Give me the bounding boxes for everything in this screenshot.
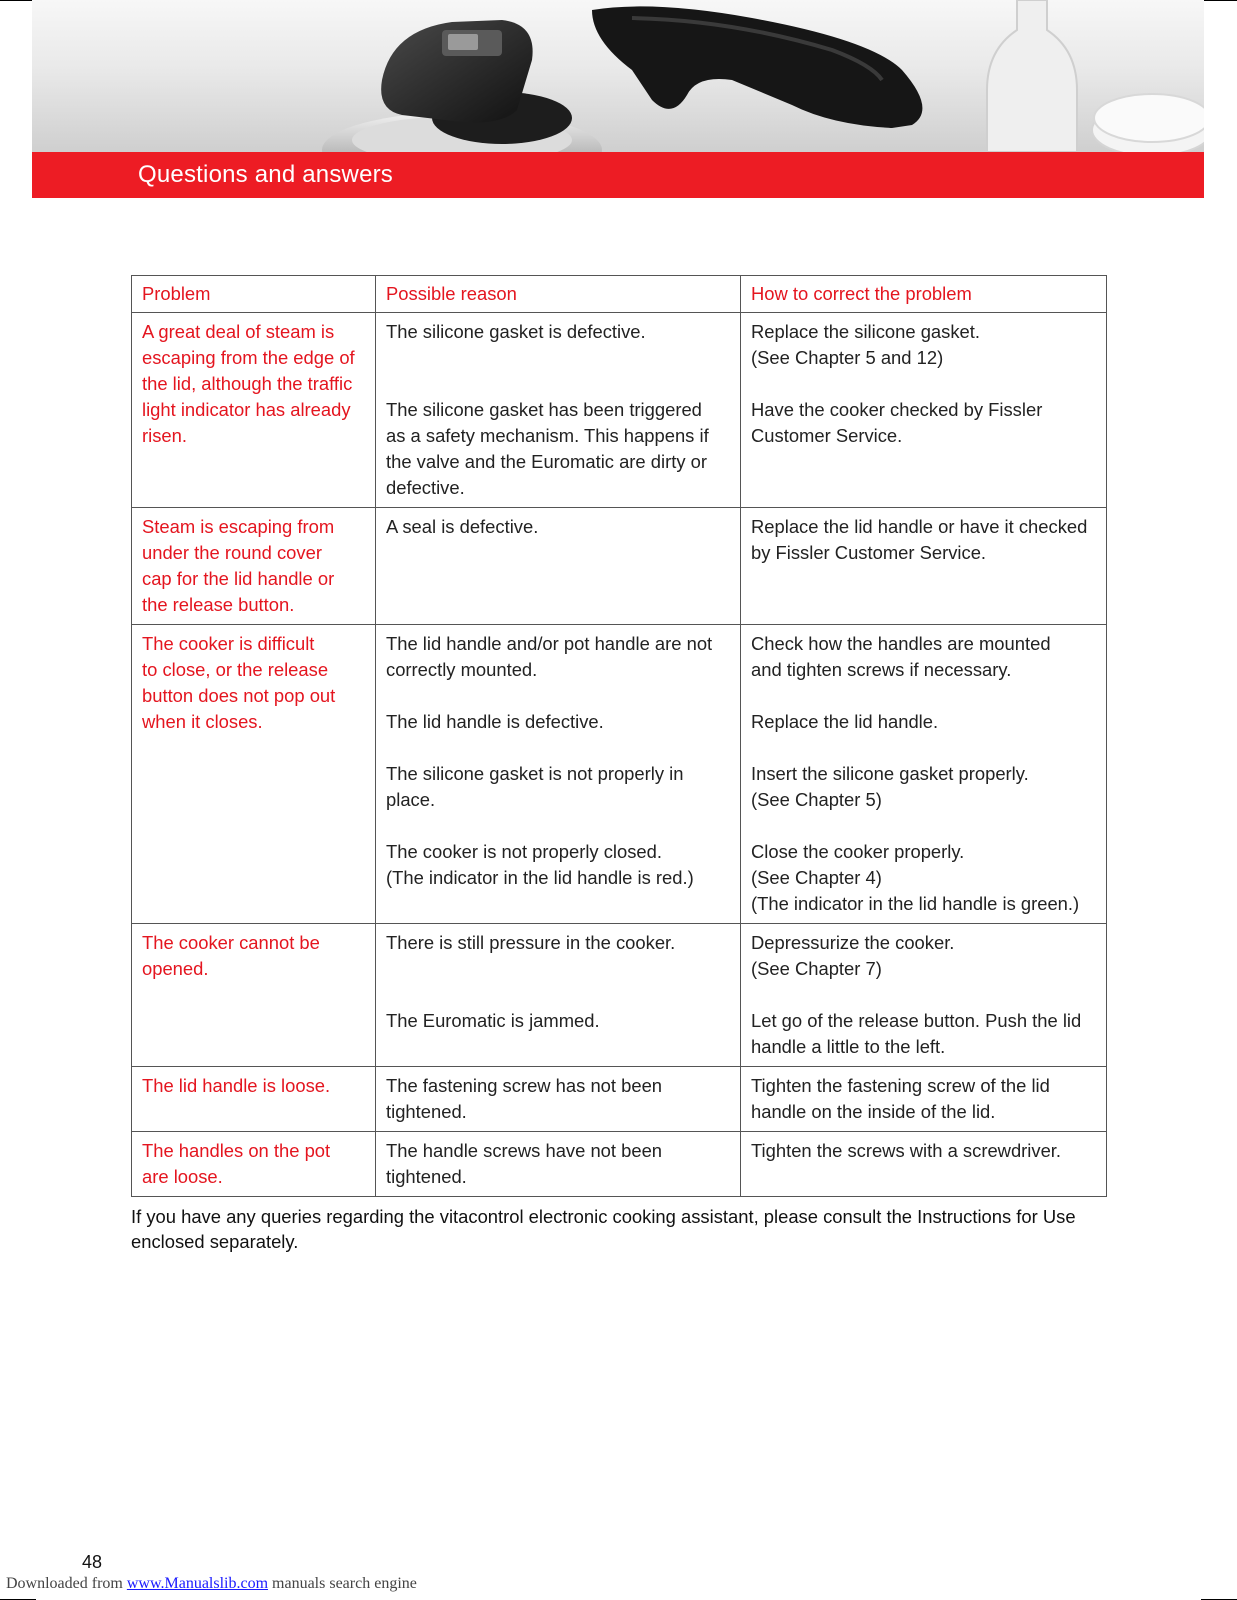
- correction-text: Replace the lid handle or have it checked by Fissler Customer Service.: [751, 516, 1088, 563]
- crop-mark-top-left: [0, 0, 36, 1]
- reason-text: The lid handle is defective.: [386, 711, 604, 732]
- correction-cell: [741, 508, 1107, 625]
- correction-text: Tighten the fastening screw of the lid handle on the inside of the lid.: [751, 1075, 1050, 1122]
- table-row: [132, 1132, 1107, 1197]
- problem-text: The cooker is difficult to close, or the release button does not pop out when it closes.: [142, 633, 336, 732]
- reason-text: The silicone gasket is not properly in place.: [386, 763, 684, 810]
- correction-text: Insert the silicone gasket properly. (See Chapter 5): [751, 763, 1029, 810]
- table-row: [132, 508, 1107, 625]
- header-photo: [32, 0, 1204, 152]
- correction-cell: [741, 625, 1107, 924]
- reason-text: The handle screws have not been tightened.: [386, 1140, 663, 1187]
- reason-cell: [376, 313, 741, 508]
- problem-cell: [132, 1132, 376, 1197]
- table-row: [132, 1067, 1107, 1132]
- correction-text: Replace the silicone gasket. (See Chapter 5 and 12): [751, 321, 980, 368]
- source-prefix: Downloaded from: [6, 1575, 127, 1592]
- problem-cell: [132, 625, 376, 924]
- correction-text: Replace the lid handle.: [751, 711, 939, 732]
- reason-text: A seal is defective.: [386, 516, 539, 537]
- problem-text: The cooker cannot be opened.: [142, 932, 320, 979]
- troubleshooting-table: [131, 275, 1107, 1197]
- section-banner: [32, 152, 1204, 198]
- column-header-correction: How to correct the problem: [741, 276, 1107, 313]
- page-number: 48: [82, 1552, 103, 1572]
- reason-cell: [376, 1132, 741, 1197]
- manualslib-link[interactable]: www.Manualslib.com: [126, 1575, 269, 1592]
- table-row: [132, 313, 1107, 508]
- correction-cell: [741, 924, 1107, 1067]
- reason-text: The lid handle and/or pot handle are not correctly mounted.: [386, 633, 713, 680]
- table-row: [132, 924, 1107, 1067]
- reason-text: The fastening screw has not been tightened.: [386, 1075, 663, 1122]
- crop-mark-top-right: [1201, 0, 1237, 1]
- column-header-problem: Problem: [132, 276, 376, 313]
- problem-text: The lid handle is loose.: [142, 1075, 331, 1096]
- correction-text: Close the cooker properly. (See Chapter 4) (The indicator in the lid handle is green.): [751, 841, 1080, 914]
- reason-text: The cooker is not properly closed. (The indicator in the lid handle is red.): [386, 841, 694, 888]
- problem-cell: [132, 508, 376, 625]
- problem-cell: [132, 1067, 376, 1132]
- reason-text: The silicone gasket has been triggered as a safety mechanism. This happens if the valve and the Euromatic are dirty or defective.: [386, 399, 709, 498]
- problem-text: Steam is escaping from under the round cover cap for the lid handle or the release button.: [142, 516, 335, 615]
- reason-text: The silicone gasket is defective.: [386, 321, 646, 342]
- correction-text: Let go of the release button. Push the lid handle a little to the left.: [751, 1010, 1082, 1057]
- reason-cell: [376, 625, 741, 924]
- table-header-row: [132, 276, 1107, 313]
- correction-text: Depressurize the cooker. (See Chapter 7): [751, 932, 955, 979]
- source-suffix: manuals search engine: [268, 1575, 417, 1592]
- footnote: If you have any queries regarding the vitacontrol electronic cooking assistant, please consult the Instructions for Use enclosed separately.: [131, 1206, 1076, 1252]
- reason-text: The Euromatic is jammed.: [386, 1010, 600, 1031]
- page-title: Questions and answers: [138, 161, 394, 188]
- reason-text: There is still pressure in the cooker.: [386, 932, 676, 953]
- download-source-line: [6, 1575, 417, 1593]
- correction-cell: [741, 1067, 1107, 1132]
- correction-text: Check how the handles are mounted and tighten screws if necessary.: [751, 633, 1051, 680]
- correction-text: Tighten the screws with a screwdriver.: [751, 1140, 1062, 1161]
- reason-cell: [376, 924, 741, 1067]
- reason-cell: [376, 1067, 741, 1132]
- table-row: [132, 625, 1107, 924]
- correction-text: Have the cooker checked by Fissler Customer Service.: [751, 399, 1043, 446]
- correction-cell: [741, 1132, 1107, 1197]
- correction-cell: [741, 313, 1107, 508]
- column-header-reason: Possible reason: [376, 276, 741, 313]
- reason-cell: [376, 508, 741, 625]
- problem-cell: [132, 313, 376, 508]
- problem-cell: [132, 924, 376, 1067]
- pressure-cooker-illustration: [32, 0, 1204, 152]
- problem-text: The handles on the pot are loose.: [142, 1140, 331, 1187]
- problem-text: A great deal of steam is escaping from the edge of the lid, although the traffic light indicator has already risen.: [142, 321, 355, 446]
